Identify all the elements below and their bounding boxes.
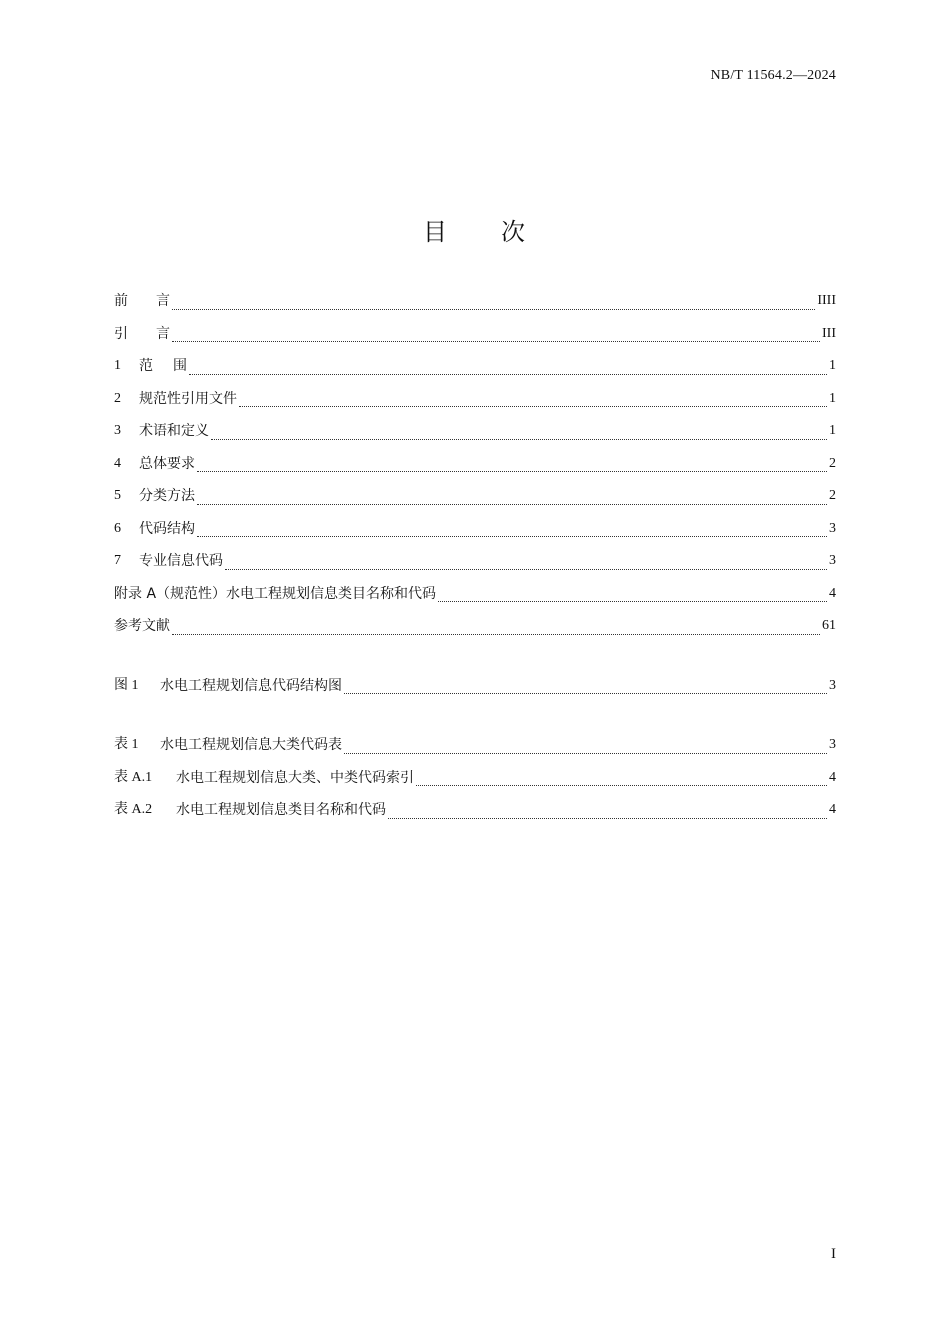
toc-entry-label: 范 围 (139, 358, 187, 375)
toc-entry-page: 2 (829, 455, 836, 471)
toc-entry-label: 总体要求 (139, 455, 195, 472)
dot-leader (189, 374, 827, 375)
toc-entry-number: 1 (114, 358, 121, 374)
toc-entry-page: III (822, 325, 836, 341)
toc-entry-classification-method[interactable] (114, 480, 836, 513)
toc-entry-page: IIII (817, 293, 836, 309)
dot-leader (344, 753, 827, 754)
toc-entry-annex-a[interactable] (114, 578, 836, 611)
page-number: I (831, 1246, 836, 1262)
toc-entry-number: 表 A.1 (114, 769, 153, 785)
toc-entry-number: 3 (114, 423, 121, 439)
title-char-1: 目 (423, 218, 449, 246)
toc-entry-label: 引 言 (114, 325, 170, 342)
toc-entry-figure-1[interactable] (114, 670, 836, 703)
toc-entry-label: 水电工程规划信息大类代码表 (160, 737, 342, 754)
toc-entry-label: 规范性引用文件 (139, 390, 237, 407)
toc-entry-label: 术语和定义 (139, 423, 209, 440)
toc-entry-scope[interactable] (114, 350, 836, 383)
toc-entry-label: 参考文献 (114, 618, 170, 635)
toc-entry-foreword[interactable] (114, 285, 836, 318)
toc-entry-page: 4 (829, 769, 836, 785)
toc-entry-number: 表 A.2 (114, 802, 153, 818)
toc-entry-page: 2 (829, 488, 836, 504)
toc-entry-bibliography[interactable] (114, 610, 836, 643)
toc-entry-table-a2[interactable] (114, 794, 836, 827)
dot-leader (225, 569, 827, 570)
toc-entry-label: 专业信息代码 (139, 553, 223, 570)
dot-leader (172, 309, 815, 310)
toc-entry-label: 水电工程规划信息代码结构图 (160, 677, 342, 694)
toc-entry-page: 1 (829, 390, 836, 406)
toc-entry-number: 4 (114, 455, 121, 471)
toc-entry-number: 表 1 (114, 737, 139, 753)
toc-entry-introduction[interactable] (114, 318, 836, 351)
standard-code: NB/T 11564.2—2024 (710, 68, 836, 83)
toc-entry-page: 1 (829, 358, 836, 374)
toc-entry-number: 2 (114, 390, 121, 406)
dot-leader (239, 406, 827, 407)
dot-leader (197, 536, 827, 537)
dot-leader (211, 439, 827, 440)
dot-leader (344, 693, 827, 694)
toc-entry-professional-codes[interactable] (114, 545, 836, 578)
toc-entry-label: 前 言 (114, 293, 170, 310)
toc-entry-label: 水电工程规划信息大类、中类代码索引 (176, 769, 414, 786)
toc-entry-terms[interactable] (114, 415, 836, 448)
toc-entry-page: 4 (829, 585, 836, 601)
toc-entry-page: 61 (822, 618, 836, 634)
toc-entry-page: 3 (829, 737, 836, 753)
toc-entry-number: 图 1 (114, 677, 139, 693)
toc-entry-general-requirements[interactable] (114, 448, 836, 481)
dot-leader (388, 818, 827, 819)
toc-entry-page: 3 (829, 553, 836, 569)
toc-entry-table-a1[interactable] (114, 762, 836, 795)
toc-entry-table-1[interactable] (114, 729, 836, 762)
toc-entry-page: 3 (829, 520, 836, 536)
toc-entry-code-structure[interactable] (114, 513, 836, 546)
toc-entry-label: 附录 A（规范性）水电工程规划信息类目名称和代码 (114, 585, 437, 602)
toc-entry-page: 1 (829, 423, 836, 439)
toc-entry-normative-references[interactable] (114, 383, 836, 416)
dot-leader (197, 471, 827, 472)
page-title (0, 212, 950, 247)
dot-leader (172, 634, 820, 635)
table-of-contents (114, 285, 836, 827)
dot-leader (197, 504, 827, 505)
dot-leader (172, 341, 820, 342)
toc-entry-number: 6 (114, 520, 121, 536)
toc-entry-number: 5 (114, 488, 121, 504)
toc-entry-label: 水电工程规划信息类目名称和代码 (176, 802, 386, 819)
toc-entry-number: 7 (114, 553, 121, 569)
toc-entry-page: 4 (829, 802, 836, 818)
toc-entry-label: 分类方法 (139, 488, 195, 505)
dot-leader (438, 601, 827, 602)
dot-leader (416, 785, 827, 786)
title-char-2: 次 (501, 218, 527, 246)
toc-entry-label: 代码结构 (139, 520, 195, 537)
toc-entry-page: 3 (829, 677, 836, 693)
